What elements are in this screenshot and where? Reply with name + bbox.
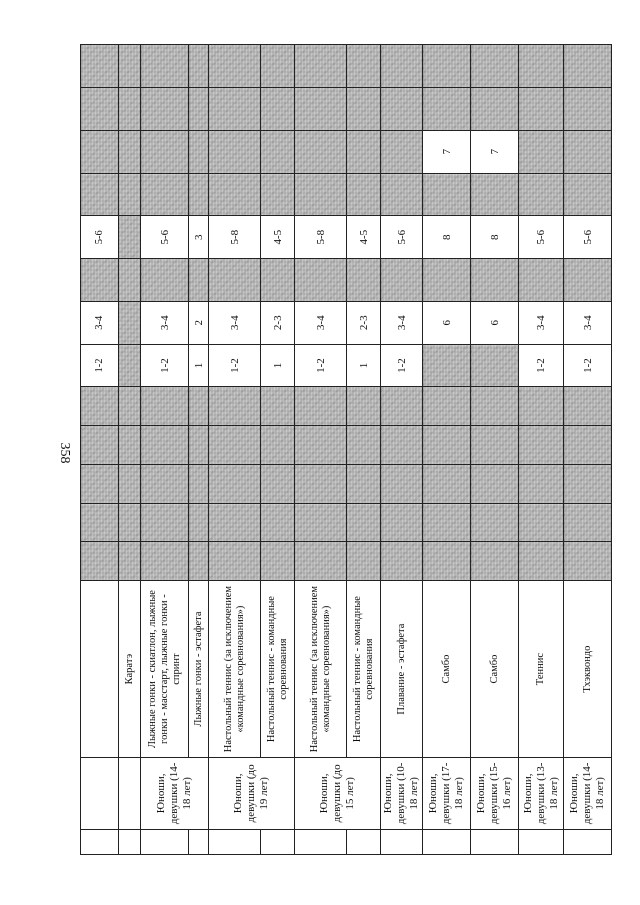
age-group-cell: Юноши, девушки (13-18 лет)	[519, 758, 564, 829]
discipline-cell: Лыжные гонки - эстафета	[189, 580, 209, 757]
value-cell: 3-4	[564, 301, 612, 344]
value-cell: 7	[423, 130, 471, 173]
discipline-cell: Тхэквондо	[564, 580, 612, 757]
value-cell: 5-6	[141, 216, 189, 259]
discipline-cell: Плавание - эстафета	[381, 580, 423, 757]
value-cell: 6	[423, 301, 471, 344]
table-row	[347, 45, 381, 855]
sports-table	[80, 44, 612, 855]
value-cell: 5-8	[295, 216, 347, 259]
age-group-cell: Юноши, девушки (14-18 лет)	[141, 758, 209, 829]
value-cell: 3-4	[519, 301, 564, 344]
value-cell: 1-2	[381, 344, 423, 387]
value-cell: 5-6	[381, 216, 423, 259]
age-group-cell: Юноши, девушки (до 19 лет)	[209, 758, 295, 829]
discipline-cell: Настольный теннис - командные соревнования	[261, 580, 295, 757]
value-cell: 3-4	[381, 301, 423, 344]
value-cell: 4-5	[261, 216, 295, 259]
discipline-cell: Теннис	[519, 580, 564, 757]
value-cell: 2-3	[347, 301, 381, 344]
table-row	[209, 45, 261, 855]
header-cell: 5-6	[81, 216, 119, 259]
discipline-cell: Настольный теннис (за исключением «командные соревнования»)	[209, 580, 261, 757]
value-cell: 1	[261, 344, 295, 387]
value-cell: 3-4	[295, 301, 347, 344]
value-cell: 2	[189, 301, 209, 344]
value-cell: 3-4	[141, 301, 189, 344]
value-cell: 5-6	[564, 216, 612, 259]
table-row	[471, 45, 519, 855]
value-cell: 5-8	[209, 216, 261, 259]
header-cell: 3-4	[81, 301, 119, 344]
value-cell: 1	[347, 344, 381, 387]
table-row	[519, 45, 564, 855]
value-cell: 7	[471, 130, 519, 173]
discipline-cell: Самбо	[471, 580, 519, 757]
value-cell: 1-2	[141, 344, 189, 387]
age-group-cell: Юноши, девушки (10-18 лет)	[381, 758, 423, 829]
age-group-cell: Юноши, девушки (14-18 лет)	[564, 758, 612, 829]
value-cell: 6	[471, 301, 519, 344]
discipline-cell: Настольный теннис - командные соревнования	[347, 580, 381, 757]
value-cell: 1-2	[519, 344, 564, 387]
age-group-cell: Юноши, девушки (17-18 лет)	[423, 758, 471, 829]
value-cell: 2-3	[261, 301, 295, 344]
table-row	[81, 45, 119, 855]
value-cell: 1	[189, 344, 209, 387]
table-row	[564, 45, 612, 855]
value-cell: 3	[189, 216, 209, 259]
discipline-cell: Лыжные гонки - скиатлон, лыжные гонки - масстарт, лыжные гонки - спринт	[141, 580, 189, 757]
value-cell: 8	[423, 216, 471, 259]
age-group-cell: Юноши, девушки (до 15 лет)	[295, 758, 381, 829]
table-row	[295, 45, 347, 855]
value-cell: 1-2	[564, 344, 612, 387]
table-row	[423, 45, 471, 855]
table-row	[261, 45, 295, 855]
rotated-table-container	[80, 44, 606, 855]
table-row	[189, 45, 209, 855]
value-cell: 3-4	[209, 301, 261, 344]
table-row	[381, 45, 423, 855]
table-row	[119, 45, 141, 855]
document-area	[80, 44, 606, 855]
value-cell: 1-2	[209, 344, 261, 387]
header-cell: 1-2	[81, 344, 119, 387]
page-number: 358	[57, 442, 72, 464]
value-cell: 8	[471, 216, 519, 259]
value-cell: 4-5	[347, 216, 381, 259]
value-cell: 1-2	[295, 344, 347, 387]
value-cell: 5-6	[519, 216, 564, 259]
discipline-cell: Настольный теннис (за исключением «командные соревнования»)	[295, 580, 347, 757]
discipline-cell: Каратэ	[119, 580, 141, 757]
discipline-cell: Самбо	[423, 580, 471, 757]
table-row	[141, 45, 189, 855]
age-group-cell: Юноши, девушки (15-16 лет)	[471, 758, 519, 829]
